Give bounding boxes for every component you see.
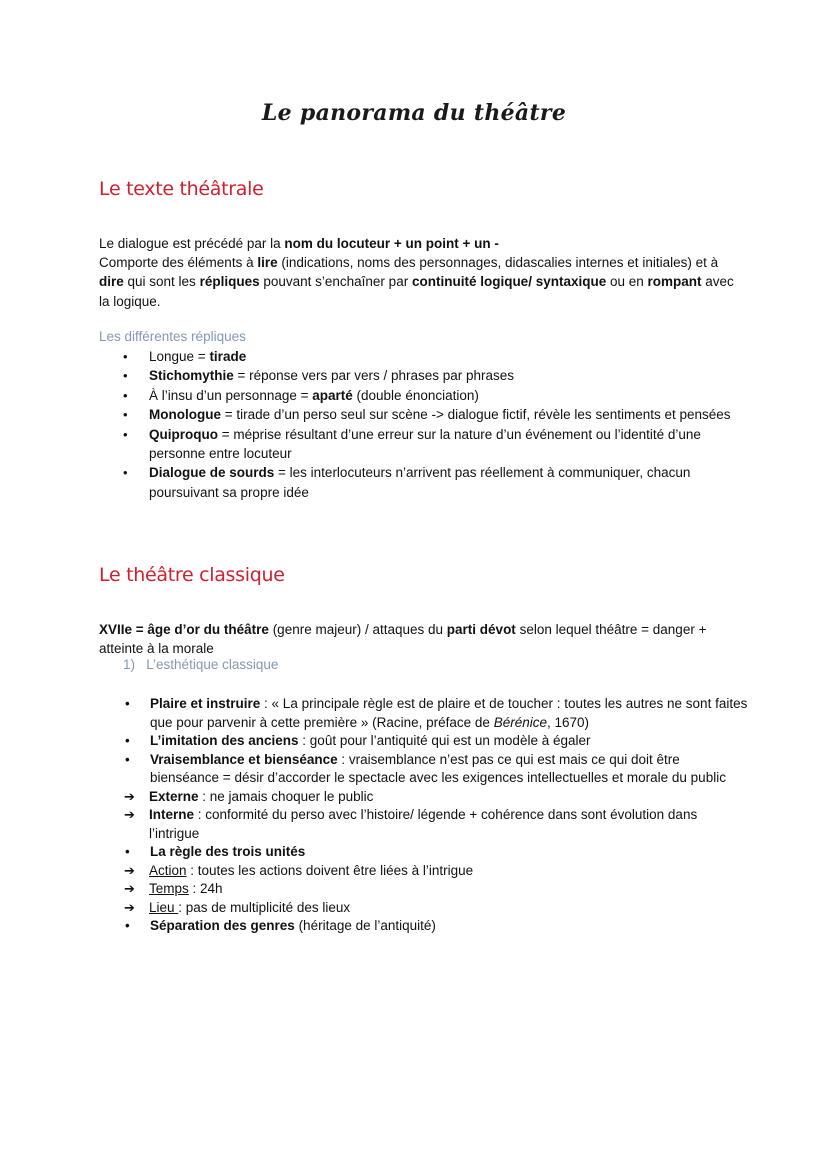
list-item [99,386,749,405]
list-item [99,843,749,862]
arrow-right-icon: ➔ [124,899,135,915]
text: À l’insu d’un personnage = [149,387,313,403]
page-title: Le panorama du théâtre [261,100,567,126]
list-item [99,405,749,424]
text: : « La principale règle est de plaire et de toucher : toutes les autres ne sont faites que pour parvenir à cette première » (Racine, préface de [150,696,748,730]
text: , 1670) [547,714,590,730]
paragraph-comporte [99,253,734,311]
bold-text: Externe [149,788,199,804]
bullet-icon: • [125,918,130,933]
bullet-icon: • [123,349,128,364]
text: : 24h [188,881,223,896]
bullet-icon: • [125,733,130,748]
text: = les interlocuteurs n’arrivent pas réellement à communiquer, chacun poursuivant sa propre idée [149,465,691,500]
underlined-text: Lieu [149,899,179,915]
text: = méprise résultant d’une erreur sur la nature d’un événement ou l’identité d’une personne entre locuteur [149,426,701,462]
bullet-icon: • [123,465,128,481]
bold-text: continuité logique/ syntaxique [411,274,607,290]
list-number: 1) [123,657,136,672]
text: = réponse vers par vers / phrases par phrases [233,368,515,384]
bold-text: lire [257,255,278,270]
bold-text: Stichomythie [149,368,234,384]
bold-text: XVIIe = âge d’or du théâtre [99,622,269,637]
list-item [99,806,749,843]
bold-text: Séparation des genres [150,918,295,933]
list-item [99,366,749,385]
bullet-icon: • [125,696,130,711]
list-item [99,917,749,936]
text: ou en [606,274,648,290]
text: : toutes les actions doivent être liées à l’intrigue [186,862,474,878]
list-item [99,880,749,899]
text: avec la logique. [99,274,734,309]
section-heading-texte-theatrale: Le texte théâtrale [99,178,264,200]
bold-text: tirade [209,349,247,364]
text: = tirade d’un perso seul sur scène -> dialogue fictif, révèle les sentiments et pensées [220,407,731,423]
bullet-icon: • [123,407,128,423]
underlined-text: Action [149,862,187,878]
bold-text: Interne [149,807,195,822]
bold-text: aparté [312,387,353,403]
italic-text: Bérénice [493,714,547,730]
bullet-icon: • [123,368,128,384]
list-item [99,425,749,464]
text: selon lequel théâtre = danger + atteinte à la morale [99,622,707,657]
text: qui sont les [123,274,200,290]
bullet-icon: • [125,844,130,859]
text: (genre majeur) / attaques du [268,622,447,637]
list-item [99,695,749,732]
bold-text: Monologue [149,407,221,423]
text: L’esthétique classique [146,657,279,672]
numbered-heading-esthetique [123,657,278,672]
section-heading-theatre-classique: Le théâtre classique [99,564,285,586]
text: : goût pour l’antiquité qui est un modèle à égaler [298,733,591,748]
list-item [99,788,749,807]
bold-text: La règle des trois unités [150,844,306,859]
bold-text: Vraisemblance et bienséance [150,751,338,767]
text: : conformité du perso avec l’histoire/ légende + cohérence dans sont évolution dans l’intrigue [149,807,698,841]
text: : pas de multiplicité des lieux [178,899,351,915]
bold-text: nom du locuteur + un point + un - [284,236,499,251]
list-item [99,862,749,881]
bullet-icon: • [123,426,128,442]
bold-text: L’imitation des anciens [150,733,299,748]
bullet-icon: • [123,387,128,403]
esthetique-list [99,695,749,936]
text: (indications, noms des personnages, didascalies internes et initiales) et à [277,255,719,270]
bold-text: parti dévot [446,622,516,637]
paragraph-xviie [99,620,739,659]
text: Comporte des éléments à [99,255,258,270]
paragraph-dialogue [99,234,739,253]
list-item [99,732,749,751]
repliques-list [99,347,749,502]
list-item [99,347,749,366]
text: (double énonciation) [352,387,479,403]
bold-text: Dialogue de sourds [149,465,275,481]
text: pouvant s’enchaîner par [259,274,412,290]
text: Longue = [149,349,210,364]
bold-text: Quiproquo [149,426,218,442]
subheading-repliques: Les différentes répliques [99,329,246,344]
bold-text: rompant [647,274,702,290]
bullet-icon: • [125,751,130,767]
text: : vraisemblance n’est pas ce qui est mais ce qui doit être bienséance = désir d’accorder le spectacle avec les exigences intellectuelles et morale du public [150,751,726,785]
text: (héritage de l’antiquité) [294,918,436,933]
arrow-right-icon: ➔ [124,881,135,896]
list-item [99,899,749,918]
bold-text: Plaire et instruire [150,696,261,711]
arrow-right-icon: ➔ [124,807,135,822]
underlined-text: Temps [149,881,189,896]
arrow-right-icon: ➔ [124,788,135,804]
bold-text: répliques [199,274,260,290]
bold-text: dire [99,274,124,290]
arrow-right-icon: ➔ [124,862,135,878]
text: Le dialogue est précédé par la [99,236,285,251]
text: : ne jamais choquer le public [198,788,374,804]
list-item [99,463,749,502]
list-item [99,751,749,788]
